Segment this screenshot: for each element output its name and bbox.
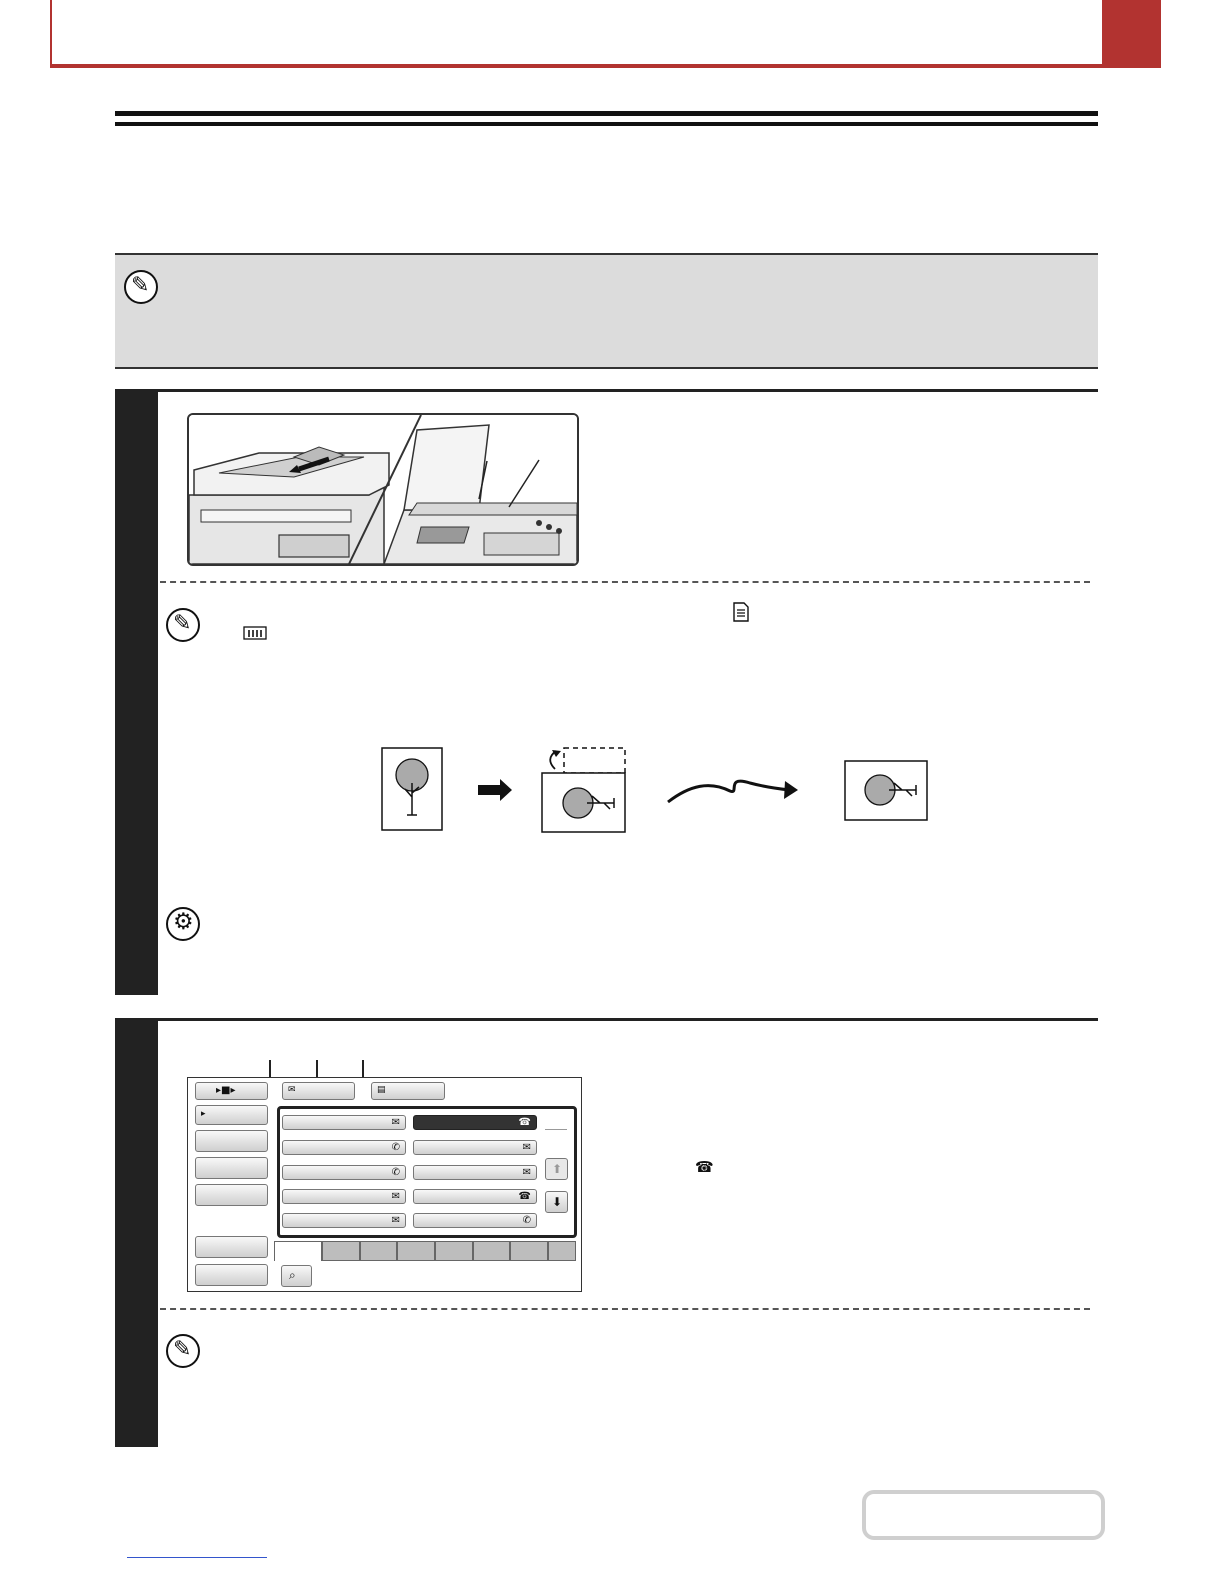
envelope-icon: ✉ [522, 1167, 531, 1178]
index-tab[interactable] [473, 1241, 510, 1261]
contents-button[interactable] [862, 1490, 1105, 1540]
index-tab[interactable] [435, 1241, 473, 1261]
step-1-bar [115, 392, 158, 995]
page-indicator-line [545, 1129, 567, 1130]
step-1-rule [115, 389, 1098, 392]
search-button[interactable] [281, 1265, 312, 1287]
play-stop-icon: ▸■▸ [216, 1085, 236, 1096]
step-2-bar [115, 1021, 158, 1447]
index-tab[interactable] [548, 1241, 576, 1261]
address-entry[interactable] [413, 1189, 537, 1204]
index-tab[interactable] [510, 1241, 548, 1261]
address-entry-selected[interactable] [413, 1115, 537, 1130]
side-button-5[interactable] [195, 1236, 268, 1258]
index-tab[interactable] [397, 1241, 435, 1261]
envelope-icon: ✉ [391, 1117, 400, 1128]
address-entry[interactable] [413, 1213, 537, 1228]
document-icon [733, 602, 749, 622]
envelope-icon: ✉ [522, 1142, 531, 1153]
header-accent-line [50, 64, 1161, 68]
scroll-up-button[interactable] [545, 1158, 568, 1180]
step-2-divider [160, 1308, 1090, 1310]
orientation-diagram [380, 745, 940, 837]
pencil-icon [166, 1334, 200, 1368]
index-tabs [274, 1241, 576, 1261]
address-entry[interactable] [413, 1165, 537, 1180]
side-button-2[interactable] [195, 1130, 268, 1152]
fax-handset-globe-icon: ☎ [695, 1158, 714, 1176]
side-button-1[interactable] [195, 1105, 268, 1125]
address-review-button[interactable] [371, 1082, 445, 1100]
side-button-6[interactable] [195, 1264, 268, 1286]
title-rule-top [115, 111, 1098, 116]
address-entry[interactable] [282, 1213, 406, 1228]
pencil-icon [166, 608, 200, 642]
gear-icon [166, 907, 200, 941]
mode-button[interactable] [195, 1082, 268, 1100]
header-accent-vertical [50, 0, 52, 66]
address-entry[interactable] [282, 1189, 406, 1204]
pencil-icon [124, 270, 158, 304]
arrow-up-icon: ⬆ [552, 1162, 563, 1176]
touch-panel [187, 1077, 582, 1292]
step-2-rule [115, 1018, 1098, 1021]
envelope-icon: ✉ [391, 1191, 400, 1202]
index-tab[interactable] [360, 1241, 397, 1261]
envelope-icon: ✉ [391, 1215, 400, 1226]
address-entry[interactable] [282, 1165, 406, 1180]
title-rule-bottom [115, 122, 1098, 126]
folder-search-icon: ⌕ [289, 1268, 296, 1282]
address-entry[interactable] [413, 1140, 537, 1155]
index-tab-active[interactable] [274, 1241, 322, 1261]
header-page-tab[interactable] [1102, 0, 1161, 68]
phone-icon: ✆ [391, 1167, 400, 1178]
address-book-button[interactable] [282, 1082, 355, 1100]
address-entry[interactable] [282, 1140, 406, 1155]
phone-icon: ✆ [522, 1215, 531, 1226]
fax-handset-globe-icon: ☎ [518, 1191, 531, 1202]
list-icon: ▤ [377, 1085, 386, 1095]
side-button-4[interactable] [195, 1184, 268, 1206]
side-button-3[interactable] [195, 1157, 268, 1179]
phone-icon: ✆ [391, 1142, 400, 1153]
fax-handset-globe-icon: ☎ [518, 1117, 531, 1128]
index-tab[interactable] [322, 1241, 360, 1261]
arrow-down-icon: ⬇ [552, 1195, 563, 1209]
machine-illustration [187, 413, 579, 566]
address-entry[interactable] [282, 1115, 406, 1130]
machine-drawing [189, 415, 577, 564]
footer-link[interactable] [127, 1557, 267, 1558]
original-count-icon [243, 626, 267, 640]
note-box [115, 253, 1098, 369]
step-1-divider [160, 581, 1090, 583]
envelope-icon: ✉ [288, 1085, 296, 1095]
arrow-right-icon: ▸ [201, 1109, 206, 1119]
scroll-down-button[interactable] [545, 1191, 568, 1213]
